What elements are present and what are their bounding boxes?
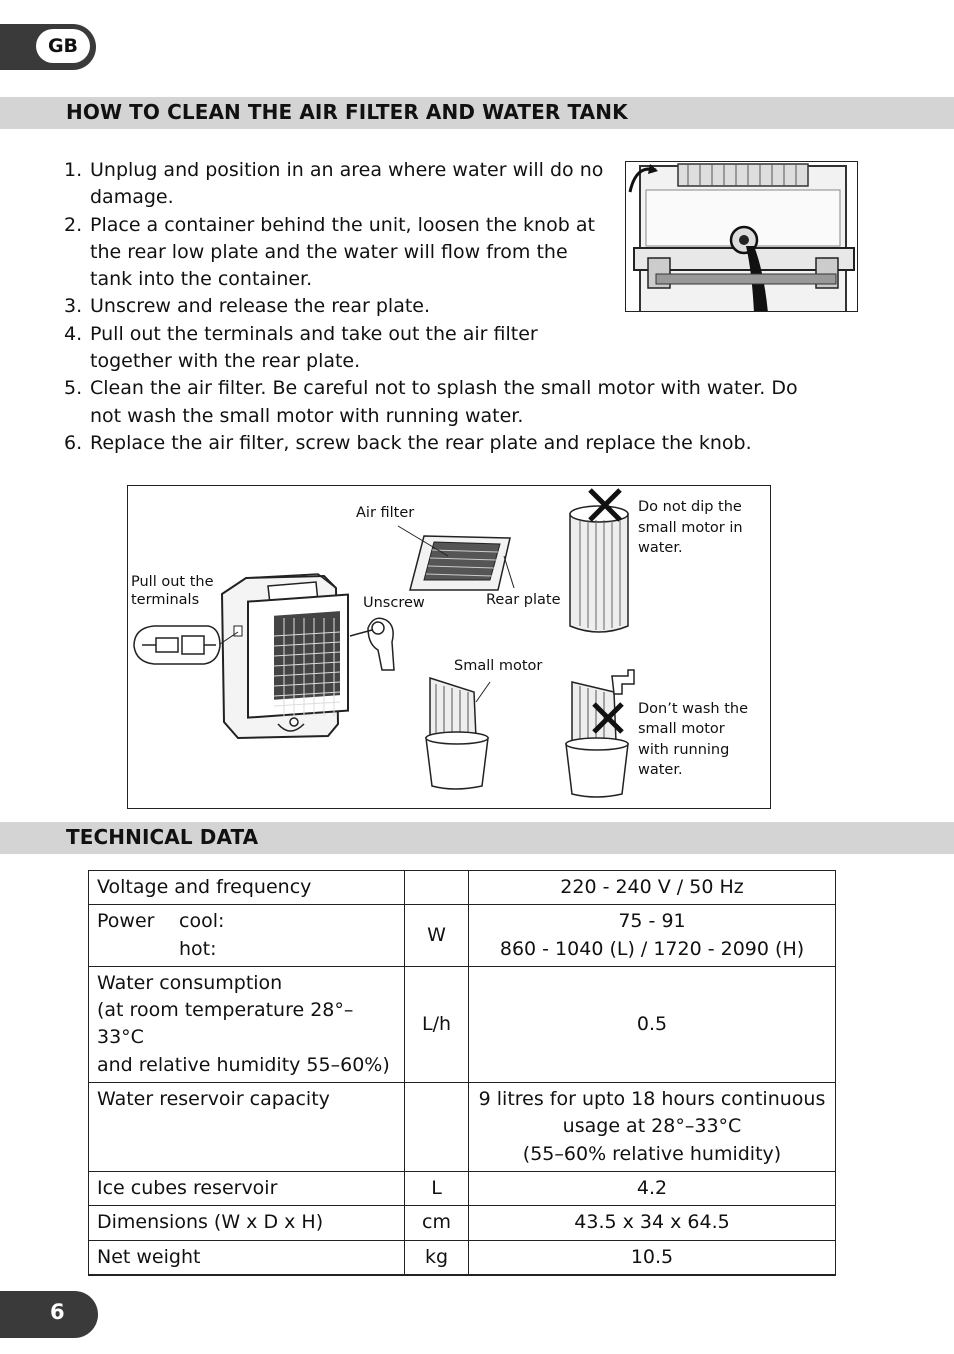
step-text: Clean the air filter. Be careful not to splash the small motor with water. Do not wash the small motor with running water. (90, 377, 798, 427)
unit-rear-drain-drawing (626, 162, 858, 312)
step-item (64, 430, 834, 457)
step-item (64, 321, 544, 376)
rear-plate-filter-drawing (398, 526, 514, 590)
table-row (89, 1171, 836, 1205)
power-cool-label: cool: (179, 910, 225, 933)
step-number: 6. (64, 431, 83, 454)
reservoir-label: Water reservoir capacity (89, 1083, 405, 1172)
step-number: 4. (64, 322, 83, 345)
voltage-label: Voltage and frequency (89, 871, 405, 905)
weight-label: Net weight (89, 1240, 405, 1275)
language-tab (0, 24, 96, 70)
no-dip-label-line2: small motor in (638, 520, 743, 536)
step-number: 3. (64, 295, 83, 318)
power-unit: W (405, 905, 469, 967)
small-motor-label: Small motor (454, 658, 543, 674)
weight-value: 10.5 (469, 1240, 836, 1275)
technical-data-table (88, 870, 836, 1276)
power-label: Power (97, 910, 155, 933)
step-text: Replace the air filter, screw back the rear plate and replace the knob. (90, 431, 752, 454)
language-label: GB (36, 29, 90, 63)
no-dip-drawing (570, 490, 628, 632)
no-wash-drawing (566, 670, 634, 797)
reservoir-value-line2: usage at 28°–33°C (562, 1115, 742, 1138)
table-row (89, 966, 836, 1082)
reservoir-value-line3: (55–60% relative humidity) (522, 1142, 782, 1165)
technical-section-title: TECHNICAL DATA (66, 825, 259, 849)
voltage-unit (405, 871, 469, 905)
rear-plate-label: Rear plate (486, 592, 561, 608)
small-motor-drawing (426, 678, 490, 789)
dimensions-unit: cm (405, 1206, 469, 1240)
water-consumption-condition-2: and relative humidity 55–60%) (97, 1053, 390, 1076)
unscrew-label: Unscrew (363, 595, 425, 611)
ice-value: 4.2 (469, 1171, 836, 1205)
no-dip-label-line1: Do not dip the (638, 499, 742, 515)
reservoir-value-line1: 9 litres for upto 18 hours continuous (478, 1088, 826, 1111)
step-text: Place a container behind the unit, loosen the knob at the rear low plate and the water will flow from the tank into the container. (90, 213, 595, 291)
ice-unit: L (405, 1171, 469, 1205)
step-item (64, 157, 609, 212)
weight-unit: kg (405, 1240, 469, 1275)
step-item (64, 212, 609, 294)
power-hot-label: hot: (179, 937, 217, 960)
page-number-tab (0, 1291, 98, 1338)
table-row (89, 871, 836, 905)
step-text: Unscrew and release the rear plate. (90, 295, 431, 318)
air-filter-label: Air filter (356, 505, 415, 521)
step-text: Unplug and position in an area where water will do no damage. (90, 159, 604, 209)
technical-section-header (0, 822, 954, 854)
step-item (64, 293, 609, 320)
air-cooler-unit-drawing (222, 574, 348, 738)
dimensions-label: Dimensions (W x D x H) (89, 1206, 405, 1240)
cleaning-section-header (0, 97, 954, 129)
water-consumption-value: 0.5 (469, 966, 836, 1082)
water-consumption-unit: L/h (405, 966, 469, 1082)
no-wash-label-line2: small motor (638, 721, 725, 737)
cleaning-section-title: HOW TO CLEAN THE AIR FILTER AND WATER TANK (66, 100, 628, 124)
step-number: 1. (64, 159, 83, 181)
power-cool-value: 75 - 91 (618, 910, 686, 933)
pull-terminals-label-line2: terminals (131, 592, 200, 608)
page-number: 6 (50, 1300, 65, 1324)
water-consumption-condition-1: (at room temperature 28°–33°C (97, 999, 354, 1049)
table-row (89, 1206, 836, 1240)
water-consumption-label: Water consumption (97, 971, 283, 994)
step-item (64, 375, 834, 430)
reservoir-value-cell (469, 1083, 836, 1172)
power-hot-value: 860 - 1040 (L) / 1720 - 2090 (H) (499, 937, 805, 960)
step-number: 5. (64, 377, 83, 400)
reservoir-unit (405, 1083, 469, 1172)
voltage-value: 220 - 240 V / 50 Hz (469, 871, 836, 905)
disassembly-diagram (127, 485, 771, 809)
step-number: 2. (64, 213, 83, 236)
power-label-cell (89, 905, 405, 967)
table-row (89, 1083, 836, 1172)
power-value-cell (469, 905, 836, 967)
no-wash-label-line3: with running (638, 742, 730, 758)
unit-rear-drain-image (625, 161, 858, 312)
table-row (89, 1240, 836, 1275)
ice-label: Ice cubes reservoir (89, 1171, 405, 1205)
water-consumption-label-cell (89, 966, 405, 1082)
no-dip-label-line3: water. (638, 540, 683, 556)
step-text: Pull out the terminals and take out the air filter together with the rear plate. (90, 322, 538, 373)
no-wash-label-line1: Don’t wash the (638, 701, 749, 717)
dimensions-value: 43.5 x 34 x 64.5 (469, 1206, 836, 1240)
no-wash-label-line4: water. (638, 762, 683, 778)
pull-terminals-label-line1: Pull out the (131, 574, 214, 590)
hand-unscrew-drawing (350, 618, 394, 670)
table-row (89, 905, 836, 967)
